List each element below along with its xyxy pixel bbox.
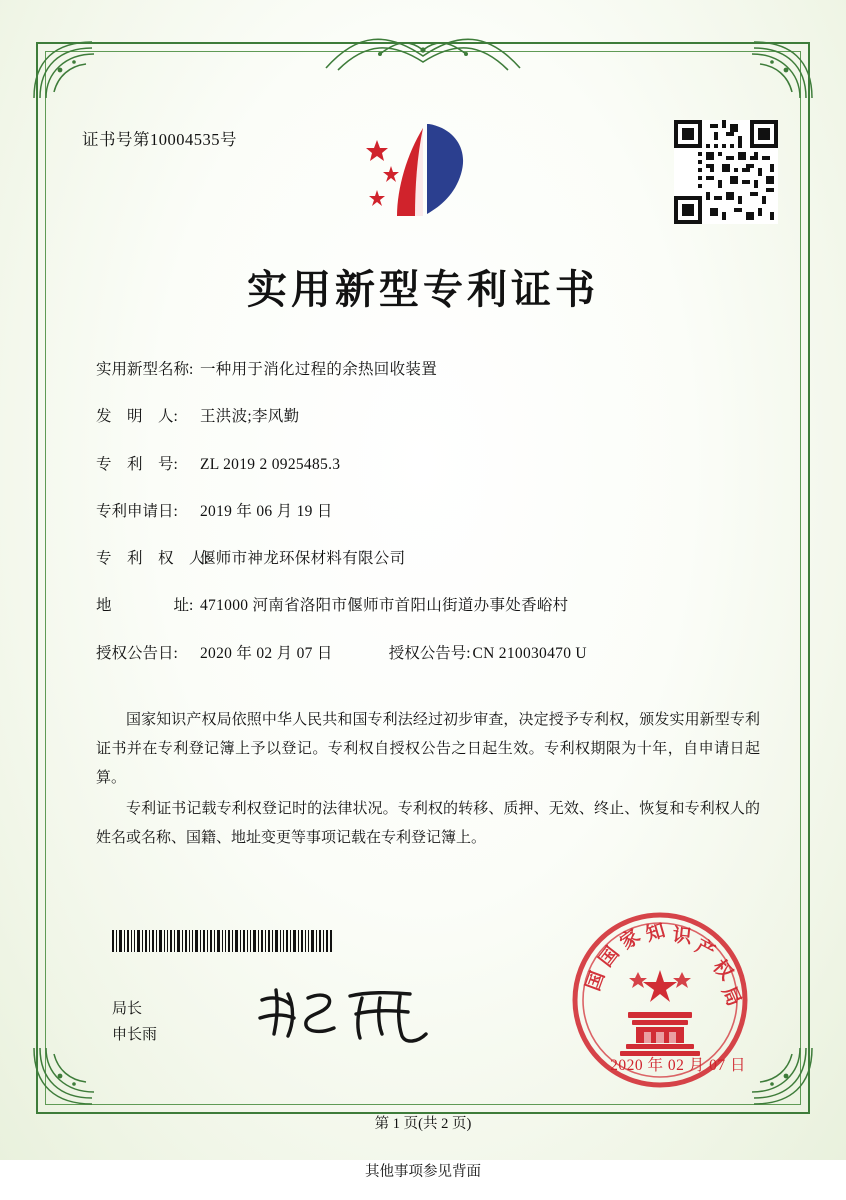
field-value-patentee: 偃师市神龙环保材料有限公司	[200, 550, 406, 567]
field-value-patent-number: ZL 2019 2 0925485.3	[200, 455, 341, 473]
svg-text:产: 产	[691, 934, 719, 964]
svg-text:家: 家	[616, 925, 645, 955]
top-ornament-decoration	[318, 28, 528, 74]
commissioner-title-label: 局长	[112, 1001, 143, 1017]
seal-date: 2020 年 02 月 07 日	[610, 1057, 746, 1074]
legal-text-block	[96, 706, 760, 855]
svg-text:识: 识	[671, 924, 693, 948]
legal-paragraph-2: 专利证书记载专利权登记时的法律状况。专利权的转移、质押、无效、终止、恢复和专利权人的姓名或名称、国籍、地址变更等事项记载在专利登记簿上。	[96, 801, 760, 846]
signature-labels	[112, 996, 157, 1048]
field-row-utility-model-name	[96, 358, 756, 381]
qr-code	[674, 120, 778, 224]
handwritten-signature	[250, 980, 450, 1050]
svg-text:国: 国	[594, 942, 624, 972]
legal-paragraph-1: 国家知识产权局依照中华人民共和国专利法经过初步审查，决定授予专利权，颁发实用新型专利证书并在专利登记簿上予以登记。专利权自授权公告之日起生效。专利权期限为十年，自申请日起算。	[96, 712, 760, 786]
field-label-patentee: 专 利 权 人:	[96, 550, 209, 567]
field-label-utility-model-name: 实用新型名称:	[96, 361, 194, 378]
field-label-grant-number: 授权公告号:	[388, 644, 471, 662]
field-label-grant-date: 授权公告日:	[96, 644, 178, 662]
cnipa-logo-icon	[357, 118, 473, 224]
field-label-inventor: 发 明 人:	[96, 408, 178, 426]
svg-text:国: 国	[582, 968, 610, 994]
field-value-application-date: 2019 年 06 月 19 日	[200, 502, 333, 520]
commissioner-name-label: 申长雨	[112, 1027, 158, 1043]
field-label-application-date: 专利申请日:	[96, 502, 178, 520]
back-side-note: 其他事项参见背面	[365, 1164, 481, 1180]
field-row-application-date	[96, 500, 756, 523]
field-value-grant-number: CN 210030470 U	[472, 644, 587, 662]
field-row-patentee	[96, 547, 756, 570]
field-value-utility-model-name: 一种用于消化过程的余热回收装置	[200, 361, 438, 378]
page-number: 第 1 页(共 2 页)	[374, 1116, 472, 1132]
field-row-inventor	[96, 405, 756, 428]
field-value-grant-date: 2020 年 02 月 07 日	[200, 644, 333, 662]
svg-text:局: 局	[717, 983, 746, 1010]
field-value-inventor: 王洪波;李风勤	[200, 408, 300, 426]
field-row-grant-announcement	[96, 642, 756, 665]
page-title: 实用新型专利证书	[247, 266, 599, 313]
svg-text:知: 知	[643, 919, 668, 946]
field-row-patent-number	[96, 453, 756, 476]
field-label-patent-number: 专 利 号:	[96, 455, 178, 473]
certificate-fields	[96, 358, 756, 689]
field-value-address: 471000 河南省洛阳市偃师市首阳山街道办事处香峪村	[200, 597, 569, 615]
svg-text:权: 权	[708, 955, 738, 985]
field-row-address	[96, 594, 756, 617]
field-label-address: 地 址:	[96, 597, 194, 615]
barcode	[110, 930, 334, 952]
certificate-number: 证书号第10004535号	[82, 130, 237, 149]
